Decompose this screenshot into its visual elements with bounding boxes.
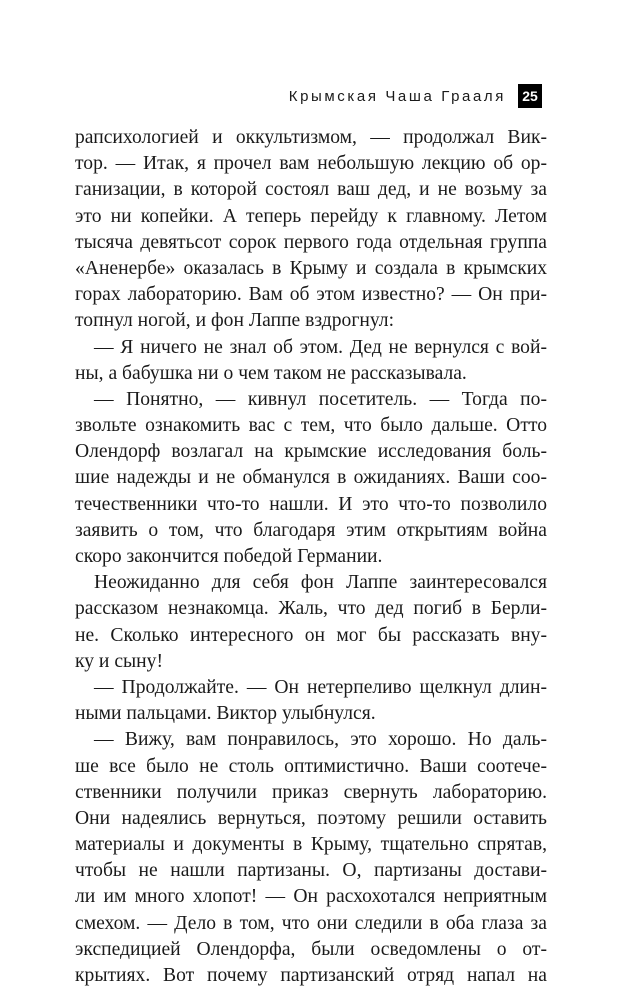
text-line: ше все было не столь оптимистично. Ваши соотече-: [75, 755, 547, 777]
text-line: «Аненербе» оказалась в Крыму и создала в крымских: [75, 257, 547, 279]
text-line: — Вижу, вам понравилось, это хорошо. Но даль-: [94, 729, 547, 751]
text-line: горах лабораторию. Вам об этом известно? — Он при-: [75, 284, 547, 306]
text-line: ли им много хлопот! — Он расхохотался неприятным: [75, 886, 547, 908]
text-line: ку и сыну!: [75, 650, 163, 672]
text-line: ственники получили приказ свернуть лабораторию.: [75, 781, 547, 803]
text-line: тысяча девятьсот сорок первого года отдельная группа: [75, 231, 547, 253]
text-line: скоро закончится победой Германии.: [75, 546, 383, 567]
running-title: Крымская Чаша Грааля: [288, 87, 506, 105]
text-line: экспедицией Олендорфа, были осведомлены о от-: [75, 938, 547, 960]
text-line: рассказом незнакомца. Жаль, что дед погиб в Берли-: [75, 598, 547, 620]
text-line: Неожиданно для себя фон Лаппе заинтересовался: [94, 572, 547, 594]
text-line: ными пальцами. Виктор улыбнулся.: [75, 703, 376, 725]
text-line: — Понятно, — кивнул посетитель. — Тогда по-: [94, 388, 547, 410]
text-line: материалы и документы в Крыму, тщательно спрятав,: [75, 834, 547, 856]
body-text: [75, 125, 547, 989]
text-line: рапсихологией и оккультизмом, — продолжал Вик-: [75, 127, 547, 148]
running-head: [289, 84, 540, 108]
text-line: топнул ногой, и фон Лаппе вздрогнул:: [75, 310, 395, 332]
text-line: звольте ознакомить вас с тем, что было дальше. Отто: [75, 415, 547, 437]
text-line: не. Сколько интересного он мог бы рассказать вну-: [75, 624, 547, 646]
text-line: течественники что-то нашли. И это что-то позволило: [75, 493, 547, 515]
text-line: — Продолжайте. — Он нетерпеливо щелкнул длин-: [94, 676, 547, 698]
text-line: тор. — Итак, я прочел вам небольшую лекцию об ор-: [75, 153, 547, 175]
text-line: крытиях. Вот почему партизанский отряд напал на: [75, 965, 547, 986]
text-line: — Я ничего не знал об этом. Дед не вернулся с вой-: [94, 336, 547, 358]
page-number: 25: [518, 84, 542, 108]
text-line: заявить о том, что благодаря этим открытиям война: [75, 519, 547, 541]
text-line: Они надеялись вернуться, поэтому решили оставить: [75, 807, 547, 829]
text-line: Олендорф возлагал на крымские исследования боль-: [75, 441, 547, 463]
text-line: смехом. — Дело в том, что они следили в оба глаза за: [75, 912, 547, 934]
text-line: это ни копейки. А теперь перейду к главному. Летом: [75, 205, 547, 227]
text-line: шие надежды и не обманулся в ожиданиях. Ваши соо-: [75, 467, 547, 489]
text-line: чтобы не нашли партизаны. О, партизаны достави-: [75, 860, 547, 882]
text-line: ны, а бабушка ни о чем таком не рассказывала.: [75, 362, 467, 384]
text-line: ганизации, в которой состоял ваш дед, и не возьму за: [75, 179, 547, 201]
